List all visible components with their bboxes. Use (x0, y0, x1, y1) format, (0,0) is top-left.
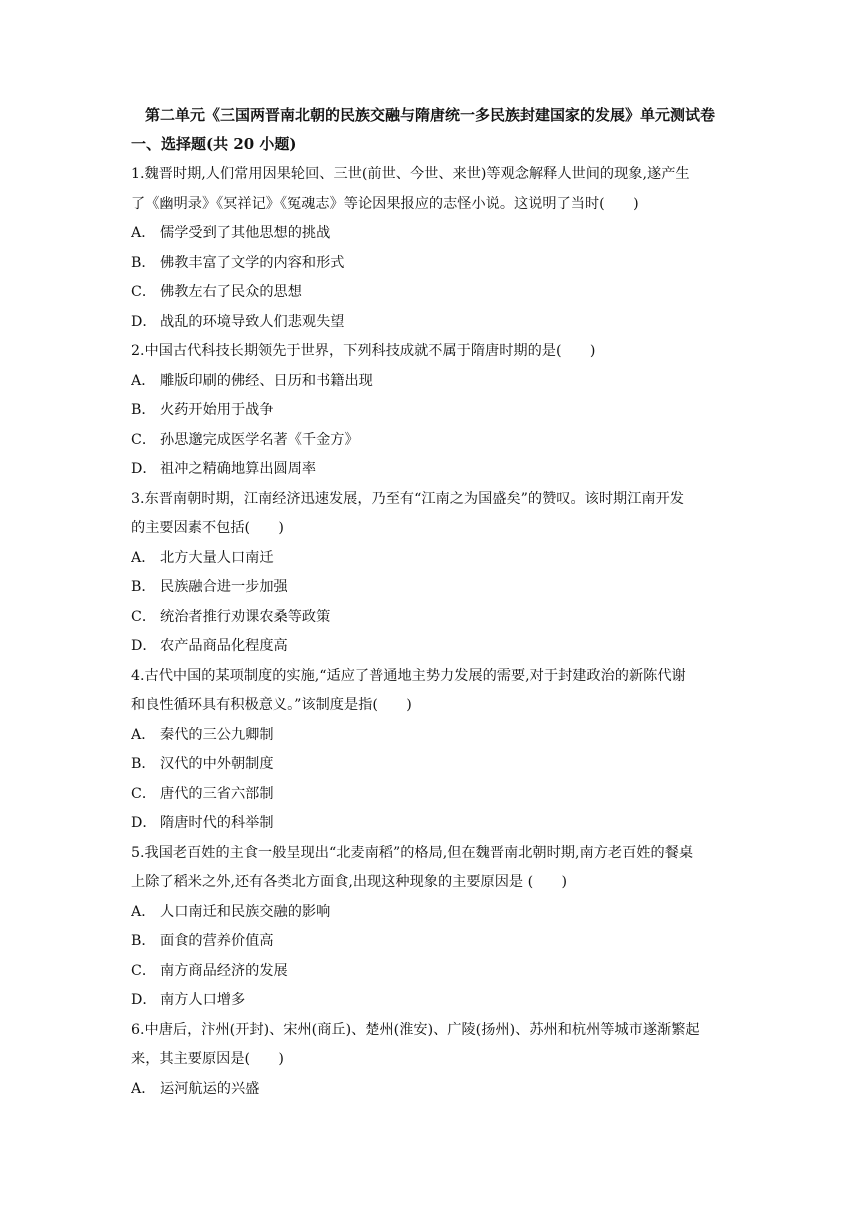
question-stem: 2.中国古代科技长期领先于世界，下列科技成就不属于隋唐时期的是( ) (131, 343, 596, 359)
option-text: 统治者推行劝课农桑等政策 (160, 608, 331, 625)
option-letter: D． (131, 815, 157, 831)
option (131, 426, 731, 456)
option (131, 455, 731, 485)
option-text: 隋唐时代的科举制 (160, 815, 274, 831)
option (131, 927, 731, 957)
question-stem: 了《幽明录》《冥祥记》《冤魂志》等论因果报应的志怪小说。这说明了当时( ) (131, 195, 639, 212)
option-text: 火药开始用于战争 (160, 402, 274, 418)
question (131, 485, 731, 662)
section-heading: 一、选择题(共 20 小题) (131, 135, 297, 153)
option-letter: C． (131, 431, 157, 448)
option (131, 750, 731, 780)
option-text: 农产品商品化程度高 (160, 638, 288, 654)
option-text: 儒学受到了其他思想的挑战 (160, 225, 331, 241)
option-text: 汉代的中外朝制度 (160, 756, 274, 772)
option (131, 1075, 731, 1105)
question-list (131, 160, 731, 1104)
option-letter: D． (131, 638, 157, 654)
option-text: 唐代的三省六部制 (160, 785, 274, 802)
option (131, 219, 731, 249)
question (131, 337, 731, 485)
option-text: 战乱的环境导致人们悲观失望 (160, 313, 345, 330)
option-text: 人口南迁和民族交融的影响 (160, 903, 331, 920)
option-text: 南方商品经济的发展 (160, 962, 288, 979)
question-stem: 和良性循环具有积极意义。”该制度是指( ) (131, 697, 412, 713)
option-letter: D． (131, 313, 157, 330)
option (131, 573, 731, 603)
option-letter: C． (131, 284, 157, 300)
option-letter: D． (131, 461, 157, 477)
option-letter: C． (131, 785, 157, 802)
option (131, 396, 731, 426)
option-text: 面食的营养价值高 (160, 933, 274, 949)
option (131, 603, 731, 633)
option (131, 898, 731, 928)
question-stem: 上除了稻米之外,还有各类北方面食,出现这种现象的主要原因是 ( ) (131, 874, 568, 890)
question-stem: 3.东晋南朝时期，江南经济迅速发展，乃至有“江南之为国盛矣”的赞叹。该时期江南开发 (131, 490, 684, 507)
question (131, 839, 731, 1016)
option-text: 北方大量人口南迁 (160, 549, 274, 566)
option (131, 986, 731, 1016)
option-text: 佛教左右了民众的思想 (160, 284, 302, 300)
option (131, 780, 731, 810)
option-letter: B． (131, 579, 156, 595)
option-letter: C． (131, 962, 157, 979)
option-letter: A． (131, 372, 156, 389)
option-letter: A． (131, 1080, 156, 1097)
option-text: 运河航运的兴盛 (160, 1080, 260, 1097)
option-letter: B． (131, 756, 156, 772)
option-letter: A． (131, 549, 156, 566)
question-stem: 的主要因素不包括( ) (131, 520, 284, 536)
option (131, 957, 731, 987)
question (131, 160, 731, 337)
option (131, 278, 731, 308)
option-letter: B． (131, 402, 156, 418)
question-stem: 6.中唐后，汴州(开封)、宋州(商丘)、楚州(淮安)、广陵(扬州)、苏州和杭州等城市遂渐繁起 (131, 1021, 700, 1038)
question-stem: 来，其主要原因是( ) (131, 1051, 284, 1067)
option-text: 雕版印刷的佛经、日历和书籍出现 (160, 372, 373, 389)
option-letter: A． (131, 225, 156, 241)
option-text: 孙思邈完成医学名著《千金方》 (160, 431, 359, 448)
option (131, 632, 731, 662)
option-letter: C． (131, 608, 157, 625)
option-letter: B． (131, 933, 156, 949)
option-text: 民族融合进一步加强 (160, 579, 288, 595)
option-letter: B． (131, 254, 156, 271)
option-letter: D． (131, 992, 157, 1008)
option-text: 秦代的三公九卿制 (160, 726, 274, 743)
page-title: 第二单元《三国两晋南北朝的民族交融与隋唐统一多民族封建国家的发展》单元测试卷 (144, 106, 715, 124)
option (131, 308, 731, 338)
option-text: 祖冲之精确地算出圆周率 (160, 461, 317, 477)
option (131, 809, 731, 839)
question (131, 662, 731, 839)
question-stem: 5.我国老百姓的主食一般呈现出“北麦南稻”的格局,但在魏晋南北朝时期,南方老百姓的餐桌 (131, 844, 694, 861)
option-letter: A． (131, 903, 156, 920)
option (131, 367, 731, 397)
option-text: 南方人口增多 (160, 992, 246, 1008)
option-text: 佛教丰富了文学的内容和形式 (160, 254, 345, 271)
question-stem: 4.古代中国的某项制度的实施,“适应了普通地主势力发展的需要,对于封建政治的新陈代谢 (131, 667, 686, 684)
option (131, 544, 731, 574)
option (131, 249, 731, 279)
option (131, 721, 731, 751)
question (131, 1016, 731, 1105)
question-stem: 1.魏晋时期,人们常用因果轮回、三世(前世、今世、来世)等观念解释人世间的现象,遂产生 (131, 166, 690, 182)
option-letter: A． (131, 726, 156, 743)
